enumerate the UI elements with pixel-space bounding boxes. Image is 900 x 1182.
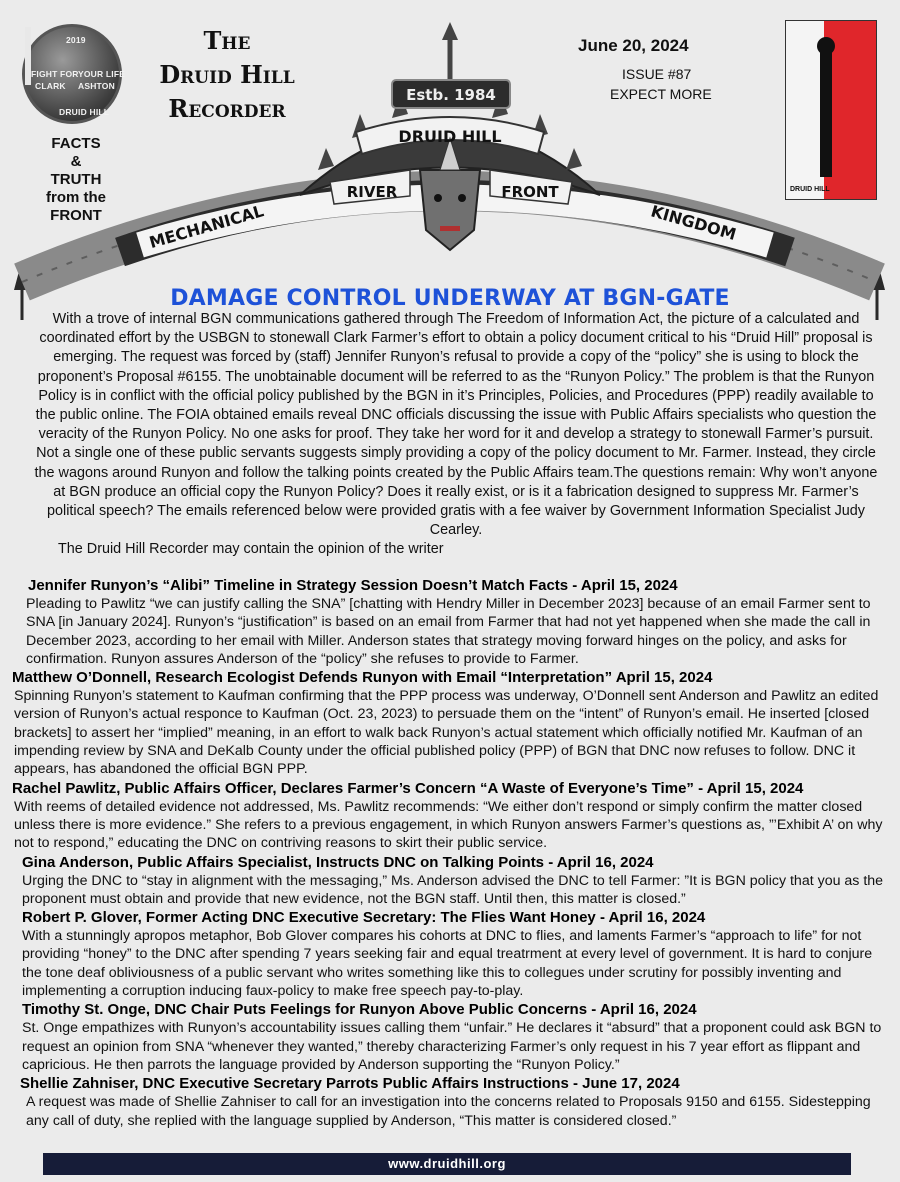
masthead-line: Druid Hill <box>159 60 295 89</box>
tagline-line: & <box>70 153 82 170</box>
coin-text: FIGHT FOR <box>31 69 79 79</box>
tagline-line: FRONT <box>50 207 102 224</box>
article-body: With reems of detailed evidence not addressed, Ms. Pawlitz recommends: “We either don’t respond or simply confirm the matter closed unless there is more evidence.” She refers to a previous engagement, in which Runyon answers Farmer’s questions as, ”’Exhibit A’ on why not to respond,” educating the DNC on contriving reasons to skirt their public service. <box>14 798 883 852</box>
article-body: With a stunningly apropos metaphor, Bob Glover compares his cohorts at DNC to flies, and laments Farmer’s “approach to life” for not providing “honey” to the DNC after spending 7 years seeking fair and equal treatrment at every level of government. It is hard to conjure the tone deaf obliviousness of a public servant who writes something like this to collegues under scrutiny for possibly inventing and implementing a corruption inducing faux-policy to make free speech pay-to-play. <box>22 928 873 1000</box>
intro-caveat: The Druid Hill Recorder may contain the opinion of the writer <box>58 541 444 558</box>
article <box>12 909 890 1000</box>
coin-text: 2019 <box>66 35 86 45</box>
arch-right-arc: KINGDOM <box>648 201 739 244</box>
masthead-line: Recorder <box>168 94 286 123</box>
coin-text: CLARK <box>35 81 66 91</box>
poster-label: DRUID HILL <box>790 186 830 193</box>
article <box>12 577 890 668</box>
tagline-line: TRUTH <box>50 171 102 188</box>
issue-number: ISSUE #87 <box>622 66 692 82</box>
arch-illustration <box>0 20 900 320</box>
article-body: St. Onge empathizes with Runyon’s accountability issues calling them “unfair.” He declares it “absurd” that a proponent could ask BGN to request an opinion from SNA “whenever they wanted,” thereby characterizing Farmer’s only request in his 7 year effort as flippant and capricious. He then parrots the language provided by Anderson supporting the “Runyon Policy.” <box>22 1020 882 1073</box>
article-title: Robert P. Glover, Former Acting DNC Executive Secretary: The Flies Want Honey - April 16, 2024 <box>22 909 706 927</box>
arch-banner: DRUID HILL <box>398 127 502 146</box>
tagline-line: from the <box>46 189 106 206</box>
article-title: Gina Anderson, Public Affairs Specialist, Instructs DNC on Talking Points - April 16, 2024 <box>22 853 654 871</box>
arch-left-word: RIVER <box>346 183 398 201</box>
masthead-line: The <box>203 26 251 55</box>
poster-image <box>785 20 877 200</box>
article-title: Jennifer Runyon’s “Alibi” Timeline in Strategy Session Doesn’t Match Facts - April 15, 2024 <box>28 577 678 594</box>
coin-text: ASHTON <box>78 81 115 91</box>
article-body: Spinning Runyon’s statement to Kaufman confirming that the PPP process was underway, O’Donnell sent Anderson and Pawlitz an edited version of Runyon’s actual responce to Kaufman (Oct. 23, 2023) to persuade them on the “intent” of Runyon’s email. He inserted [closed brackets] to assert her “implied” meaning, in an effort to walk back Runyon’s actual statement which officially notified Mr. Kaufman of an impending review by SNA and DeKalb County under the official published policy (PPP) of BGN that DNC now refuses to follow. DNC it appears, has abandoned the official BGN PPP. <box>14 688 879 778</box>
issue-date: June 20, 2024 <box>578 36 689 55</box>
article-body: A request was made of Shellie Zahniser to call for an investigation into the concerns related to Proposals 9150 and 6155. Sidestepping any call of duty, she replied with the language supplied by Anderson, “This matter is considered closed.” <box>26 1094 871 1129</box>
arch-left-arc: MECHANICAL <box>147 201 266 253</box>
article-body: Urging the DNC to “stay in alignment with the messaging,” Ms. Anderson advised the DNC to tell Farmer: ”It is BGN policy that you as the proponent must obtain and provide that new evidence, not the BGN staff. Until then, this matter is closed.” <box>22 872 884 907</box>
article <box>12 669 890 778</box>
website-link[interactable]: www.druidhill.org <box>43 1153 851 1175</box>
article-title: Shellie Zahniser, DNC Executive Secretary Parrots Public Affairs Instructions - June 17, 2024 <box>20 1075 680 1093</box>
article <box>12 854 890 909</box>
article <box>12 1001 890 1074</box>
article <box>12 1075 890 1130</box>
intro-body: With a trove of internal BGN communications gathered through The Freedom of Information Act, the picture of a calculated and coordinated effort by the USBGN to stonewall Clark Farmer’s effort to obtain a policy document critical to his “Druid Hill” proposal is emerging. The request was forced by (staff) Jennifer Runyon’s refusal to provide a copy of the “policy” she is using to block the proponent’s Proposal #6155. The unobtainable document will be referred to as the “Runyon Policy.” The problem is that the Runyon Policy is in conflict with the official policy published by the BGN in it’s Principles, Policies, and Procedures (PPP) readily available to the public online. The FOIA obtained emails reveal DNC officials discussing the issue with Public Affairs specialists who question the veracity of the Runyon Policy. No one asks for proof. They take her word for it and develop a strategy to stonewall Farmer’s pursuit. Not a single one of these public servants suggests simply providing a copy of the policy document to Mr. Farmer. Instead, they circle the wagons around Runyon and follow the talking points created by the Public Affairs team.The questions remain: Why won’t anyone at BGN produce an official copy the Runyon Policy? Does it really exist, or is it a fabrication designed to suppress Mr. Farmer’s political speech? The emails referenced below were provided gratis with a fee waiver by Government Information Specialist Judy Cearley. <box>34 311 878 539</box>
masthead-title <box>142 24 312 126</box>
arch-right-word: FRONT <box>501 183 559 201</box>
coin-text: YOUR LIFE <box>78 69 126 79</box>
coin-text: DRUID HILL <box>59 107 110 117</box>
tagline-line: FACTS <box>51 135 101 152</box>
article-list <box>12 577 890 1131</box>
article-title: Rachel Pawlitz, Public Affairs Officer, Declares Farmer’s Concern “A Waste of Everyone’s Time” - April 15, 2024 <box>12 779 804 797</box>
article-title: Matthew O’Donnell, Research Ecologist Defends Runyon with Email “Interpretation” April 15, 2024 <box>12 669 713 687</box>
headline: DAMAGE CONTROL UNDERWAY AT BGN-GATE <box>170 286 730 311</box>
article-body: Pleading to Pawlitz “we can justify calling the SNA” [chatting with Hendry Miller in December 2023] because of an email Farmer sent to SNA [in January 2024]. Runyon’s “justification” is based on an email from Farmer that had not yet happened when she made the call in December 2023, according to her email with Miller. Anderson states that strategy moving forward hinges on the policy, and asks for confirmation. Runyon assures Anderson of the “policy” she refuses to provide to Farmer. <box>26 596 871 667</box>
article <box>12 780 890 853</box>
article-title: Timothy St. Onge, DNC Chair Puts Feelings for Runyon Above Public Concerns - April 16, 2024 <box>22 1001 697 1019</box>
arch-established: Estb. 1984 <box>406 86 496 104</box>
intro-paragraph <box>30 310 882 560</box>
motto: EXPECT MORE <box>610 86 712 102</box>
